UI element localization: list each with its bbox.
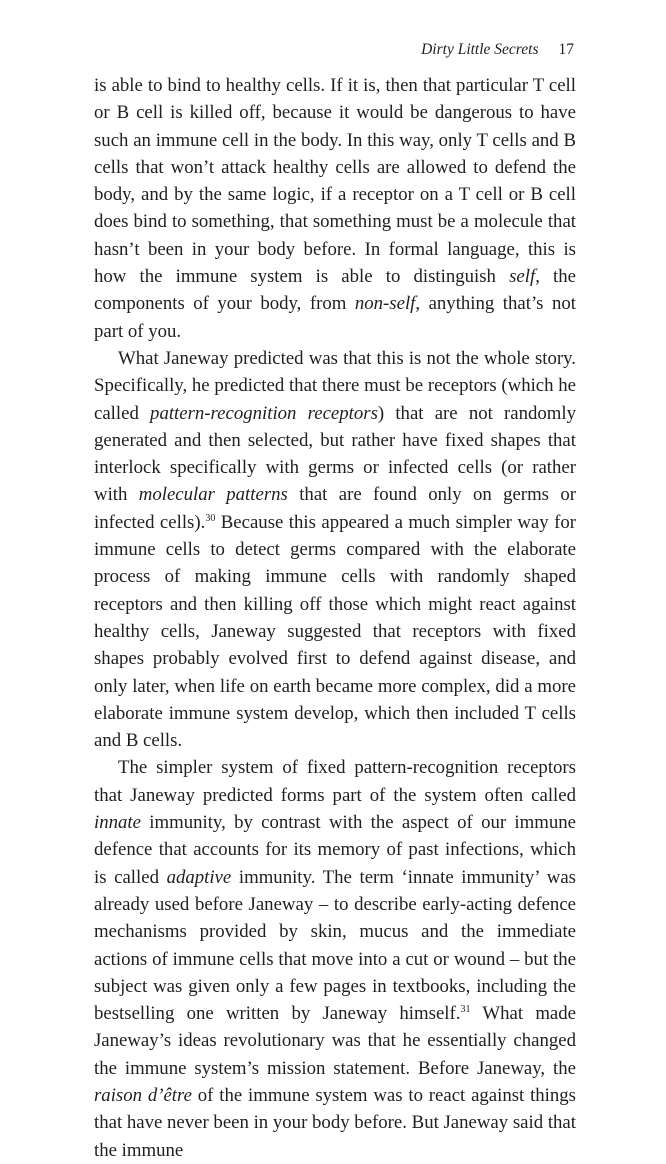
text-run: is able to bind to healthy cells. If it is, then that particular T cell or B cell is killed off, because it would be dangerous to have such an immune cell in the body. In this way, only T cells and B cells that won’t attack healthy cells are allowed to defend the body, and by the same logic, if a receptor on a T cell or B cell does bind to something, that something must be a molecule that hasn’t been in your body before. In formal language, this is how the immune system is able to distinguish (94, 75, 576, 288)
italic-term: non-self (354, 293, 416, 315)
text-run: What Janeway predicted was that this is not the whole story. Specifically, he predicted that there must be receptors (which he called (94, 347, 576, 424)
text-run: that are found only on germs or infected cells). (94, 484, 576, 533)
text-run: Because this appeared a much simpler way for immune cells to detect germs compared with the elaborate process of making immune cells with randomly shaped receptors and then killing off those which might react against healthy cells, Janeway suggested that receptors with fixed shapes probably evolved first to defend against disease, and only later, when life on earth became more complex, did a more elaborate immune system develop, which then included T cells and B cells. (94, 511, 577, 752)
italic-term: raison d’être (94, 1084, 192, 1106)
paragraph-3 (94, 754, 576, 1163)
note-reference: 30 (205, 512, 216, 524)
italic-term: self (509, 266, 536, 288)
running-title: Dirty Little Secrets (421, 41, 539, 58)
text-run: , the components of your body, from (94, 266, 576, 315)
page-number: 17 (558, 41, 574, 58)
text-run: ) that are not randomly generated and then selected, but rather have fixed shapes that interlock specifically with germs or infected cells (or rather with (94, 402, 577, 506)
italic-term: pattern-recognition receptors (150, 402, 378, 424)
text-run: The simpler system of fixed pattern-recognition receptors that Janeway predicted forms part of the system often called (94, 757, 576, 806)
italic-term: innate (94, 812, 141, 834)
text-run: immunity, by contrast with the aspect of our immune defence that accounts for its memory of past infections, which is called (94, 812, 576, 888)
text-run: What made Janeway’s ideas revolutionary was that he essentially changed the immune system’s mission statement. Before Janeway, the (94, 1003, 576, 1079)
body-text (94, 72, 576, 1164)
paragraph-2 (94, 345, 576, 754)
text-run: of the immune system was to react against things that have never been in your body before. But Janeway said that the immune (94, 1084, 576, 1161)
italic-term: molecular patterns (138, 484, 288, 506)
italic-term: adaptive (166, 866, 232, 888)
note-reference: 31 (460, 1004, 471, 1016)
paragraph-1 (94, 72, 576, 345)
running-head (94, 40, 574, 60)
text-run: , anything that’s not part of you. (94, 293, 576, 342)
text-run: immunity. The term ‘innate immunity’ was already used before Janeway – to describe early-acting defence mechanisms provided by skin, mucus and the immediate actions of immune cells that move into a cut or wound – but the subject was given only a few pages in textbooks, including the bestselling one written by Janeway himself. (94, 866, 576, 1025)
